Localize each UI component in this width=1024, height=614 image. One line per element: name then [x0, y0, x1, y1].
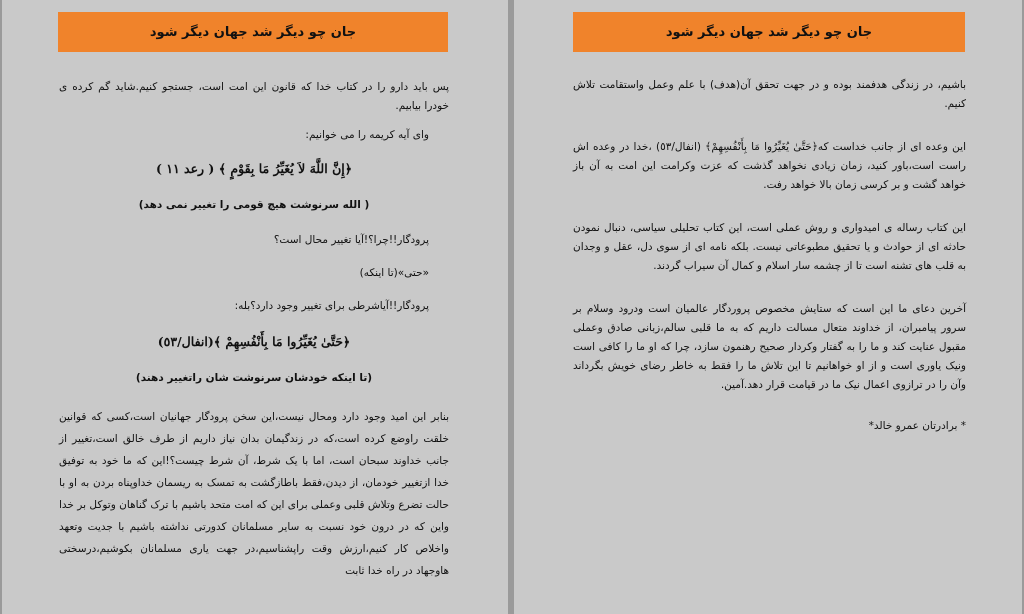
right-page-content: [573, 76, 966, 436]
verse-intro-line: وای آیه کریمه را می خوانیم:: [305, 129, 429, 141]
paragraph-intro: پس باید دارو را در کتاب خدا که قانون این امت است، جستجو کنیم.شاید گم کرده ی خودرا بیابیم.: [59, 81, 449, 112]
left-page-content: [59, 78, 449, 582]
paragraph-closing-prayer: آخرین دعای ما این است که ستایش مخصوص پروردگار عالمیان است ودرود وسلام بر سرور پیامبران، از خداوند متعال مسالت داریم که به ما قلبی سالم،زبانی صادق وعملی مقبول عنایت کند و ما را به گفتار وکردار صحیح رهنمون سازد، چرا که او ما را کافی است ونیک یاوری است و از او خواهانیم تا این تلاش ما را فقط به خاطر رضای خویش بگرداند وآن را در ترازوی اعمال نیک ما در قیامت قرار دهد.آمین.: [573, 303, 966, 391]
paragraph-continuation: باشیم، در زندگی هدفمند بوده و در جهت تحقق آن(هدف) با علم وعمل واستقامت تلاش کنیم.: [573, 79, 966, 110]
author-signature: * برادرتان عمرو خالد*: [868, 420, 966, 432]
answer-line-1: «حتی»(تا اینکه): [359, 267, 429, 279]
right-page: [514, 0, 1022, 614]
verse-raad-11: ﴿إِنَّ اللَّهَ لاَ يُغَيِّرُ مَا بِقَوْمٍ ﴾ ( رعد ١١ ): [155, 161, 353, 176]
question-line-1: پرودگار!!چرا؟!آیا تغییر محال است؟: [273, 234, 429, 246]
verse-raad-translation: ( الله سرنوشت هیچ قومی را تغییر نمی دهد): [138, 199, 370, 211]
paragraph-book-purpose: این کتاب رساله ی امیدواری و روش عملی است، این کتاب تحلیلی سیاسی، دنبال نمودن حادثه ای از حوادث و یا تحقیق مطبوعاتی نیست. بلکه نامه ای از سوی دل، عقل و وجدان به قلب های تشنه است تا از چشمه سار اسلام و کمال آن سیراب گردند.: [573, 222, 966, 272]
right-page-header: جان چو دیگر شد جهان دیگر شود: [573, 12, 965, 52]
paragraph-main: بنابر این امید وجود دارد ومحال نیست،این سخن پرودگار جهانیان است،کسی که قوانین خلقت راوضع کرده است،که در زندگیمان بدان نیاز داریم از طرف خالق است،تغییر از جانب خداوند سبحان است، اما با یک شرط، آن شرط چیست؟!این که ما خود به توفیق خدا ازتغییر خودمان، از دیدن،فقط باطازگشت به تمسک به ریسمان خداوپناه بردن به او با حالت تضرع وتلاش قلبی وعملی برای این که امت متحد باشیم با ترک گناهان وتوکل بر خدا واین که در درون خود نسبت به سایر مسلمانان کدورتی نداشته باشیم با جدیت وتعهد واخلاص کار کنیم،ارزش وقت راپشناسیم،در جهت یاری مسلمانان بکوشیم،درسختی هاوجهاد در راه خدا ثابت: [59, 411, 449, 577]
paragraph-promise: این وعده ای از جانب خداست که﴿حَتَّىٰ يُغَيِّرُوا مَا بِأَنْفُسِهِمْ﴾ (انفال/٥٣) ،خدا در وعده اش راست است،باور کنید، زمان زیادی نخواهد گذشت که عزت وکرامت این امت به آن باز خواهد گشت و بر کرسی زمان بالا خواهد رفت.: [573, 141, 966, 191]
left-page-header: جان چو دیگر شد جهان دیگر شود: [58, 12, 448, 52]
verse-anfal-53: ﴿حَتَّىٰ يُغَيِّرُوا مَا بِأَنْفُسِهِمْ ﴾(انفال/٥٣): [157, 334, 351, 349]
verse-anfal-translation: (تا اینکه خودشان سرنوشت شان راتغییر دهند): [135, 372, 373, 384]
left-page: [2, 0, 508, 614]
question-line-2: پرودگار!!آیاشرطی برای تغییر وجود دارد؟بله:: [234, 300, 429, 312]
